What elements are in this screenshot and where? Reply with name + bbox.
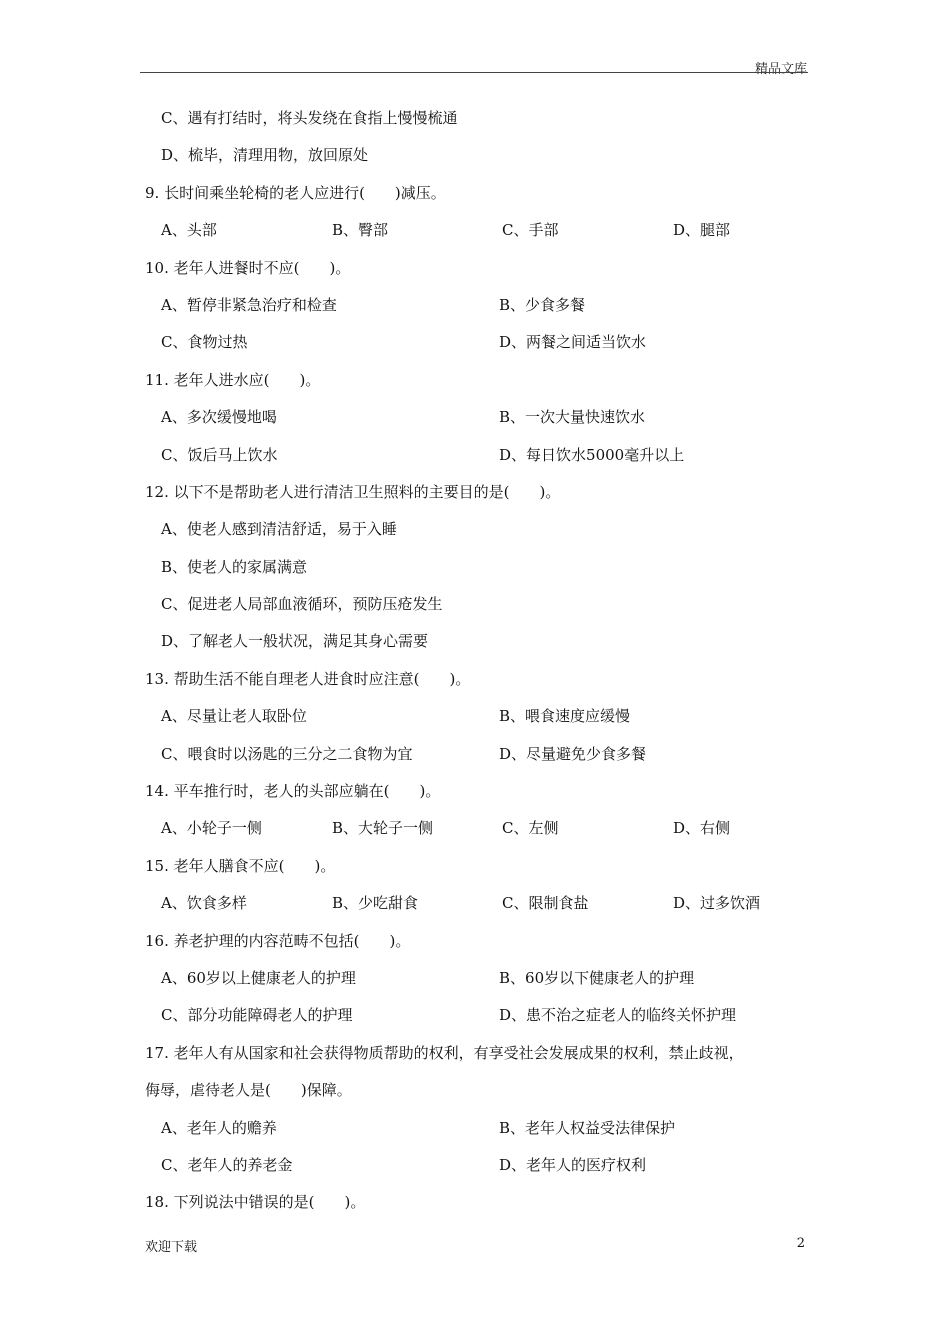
q14-options: [145, 810, 810, 847]
q12-option-d: D、了解老人一般状况，满足其身心需要: [161, 632, 429, 651]
q12-stem: 12. 以下不是帮助老人进行清洁卫生照料的主要目的是( )。: [145, 482, 561, 501]
q12-option-b: B、使老人的家属满意: [161, 557, 308, 576]
q13-option-a: A、尽量让老人取卧位: [161, 707, 307, 726]
q14-option-c: C、左侧: [502, 819, 559, 838]
header-divider: [140, 72, 808, 73]
q14-option-d: D、右侧: [673, 819, 731, 838]
q8-option-c: C、遇有打结时，将头发绕在食指上慢慢梳通: [161, 109, 458, 127]
q11-option-a: A、多次缓慢地喝: [161, 408, 277, 427]
q15-stem: 15. 老年人膳食不应( )。: [145, 856, 336, 875]
footer-text: 欢迎下载: [145, 1240, 198, 1255]
q13-option-d: D、尽量避免少食多餐: [499, 744, 647, 763]
q16-option-c: C、部分功能障碍老人的护理: [161, 1006, 353, 1025]
q17-option-a: A、老年人的赡养: [161, 1118, 277, 1137]
q16-options-ab: [145, 960, 810, 997]
q13-option-c: C、喂食时以汤匙的三分之二食物为宜: [161, 744, 413, 763]
q10-option-a: A、暂停非紧急治疗和检查: [161, 295, 337, 314]
q13-option-b: B、喂食速度应缓慢: [499, 707, 631, 726]
q11-option-b: B、一次大量快速饮水: [499, 408, 646, 427]
q10-option-d: D、两餐之间适当饮水: [499, 333, 647, 352]
q10-options-cd: [145, 324, 810, 361]
q9-option-c: C、手部: [502, 221, 559, 240]
q11-stem: 11. 老年人进水应( )。: [145, 370, 321, 389]
q16-option-a: A、60岁以上健康老人的护理: [161, 968, 356, 987]
q14-option-a: A、小轮子一侧: [161, 819, 262, 838]
q13-stem: 13. 帮助生活不能自理老人进食时应注意( )。: [145, 669, 471, 688]
q14-option-b: B、大轮子一侧: [332, 819, 434, 838]
header-brand: 精品文库: [754, 62, 807, 77]
q9-stem: 9. 长时间乘坐轮椅的老人应进行( )减压。: [145, 183, 446, 202]
q17-options-ab: [145, 1110, 810, 1147]
q9-options: [145, 212, 810, 249]
q10-options-ab: [145, 287, 810, 324]
q11-option-c: C、饭后马上饮水: [161, 445, 278, 464]
q17-stem-line1: 17. 老年人有从国家和社会获得物质帮助的权利，有享受社会发展成果的权利，禁止歧视，: [145, 1043, 744, 1062]
q11-options-ab: [145, 399, 810, 436]
document-body: [145, 100, 810, 1222]
q17-option-b: B、老年人权益受法律保护: [499, 1118, 676, 1137]
q17-stem-line2: 侮辱，虐待老人是( )保障。: [145, 1081, 352, 1100]
q11-option-d: D、每日饮水5000毫升以上: [499, 445, 685, 464]
q12-option-c: C、促进老人局部血液循环，预防压疮发生: [161, 595, 443, 614]
q17-option-c: C、老年人的养老金: [161, 1155, 293, 1174]
q9-option-b: B、臀部: [332, 221, 389, 240]
q8-option-d: D、梳毕，清理用物，放回原处: [161, 146, 369, 165]
q16-option-d: D、患不治之症老人的临终关怀护理: [499, 1006, 737, 1025]
q14-stem: 14. 平车推行时，老人的头部应躺在( )。: [145, 782, 441, 801]
q17-option-d: D、老年人的医疗权利: [499, 1155, 647, 1174]
q13-options-ab: [145, 698, 810, 735]
q12-option-a: A、使老人感到清洁舒适，易于入睡: [161, 520, 397, 539]
q9-option-d: D、腿部: [673, 221, 731, 240]
q10-option-c: C、食物过热: [161, 333, 248, 352]
q16-options-cd: [145, 997, 810, 1034]
q15-option-b: B、少吃甜食: [332, 894, 419, 913]
page-number: 2: [796, 1236, 805, 1251]
q18-stem: 18. 下列说法中错误的是( )。: [145, 1193, 366, 1212]
q9-option-a: A、头部: [161, 221, 217, 240]
q10-option-b: B、少食多餐: [499, 295, 586, 314]
q13-options-cd: [145, 736, 810, 773]
q17-options-cd: [145, 1147, 810, 1184]
q11-options-cd: [145, 437, 810, 474]
q15-option-c: C、限制食盐: [502, 894, 589, 913]
q16-stem: 16. 养老护理的内容范畴不包括( )。: [145, 931, 411, 950]
q10-stem: 10. 老年人进餐时不应( )。: [145, 258, 351, 277]
q15-option-d: D、过多饮酒: [673, 894, 761, 913]
q15-option-a: A、饮食多样: [161, 894, 247, 913]
q15-options: [145, 885, 810, 922]
q16-option-b: B、60岁以下健康老人的护理: [499, 968, 695, 987]
